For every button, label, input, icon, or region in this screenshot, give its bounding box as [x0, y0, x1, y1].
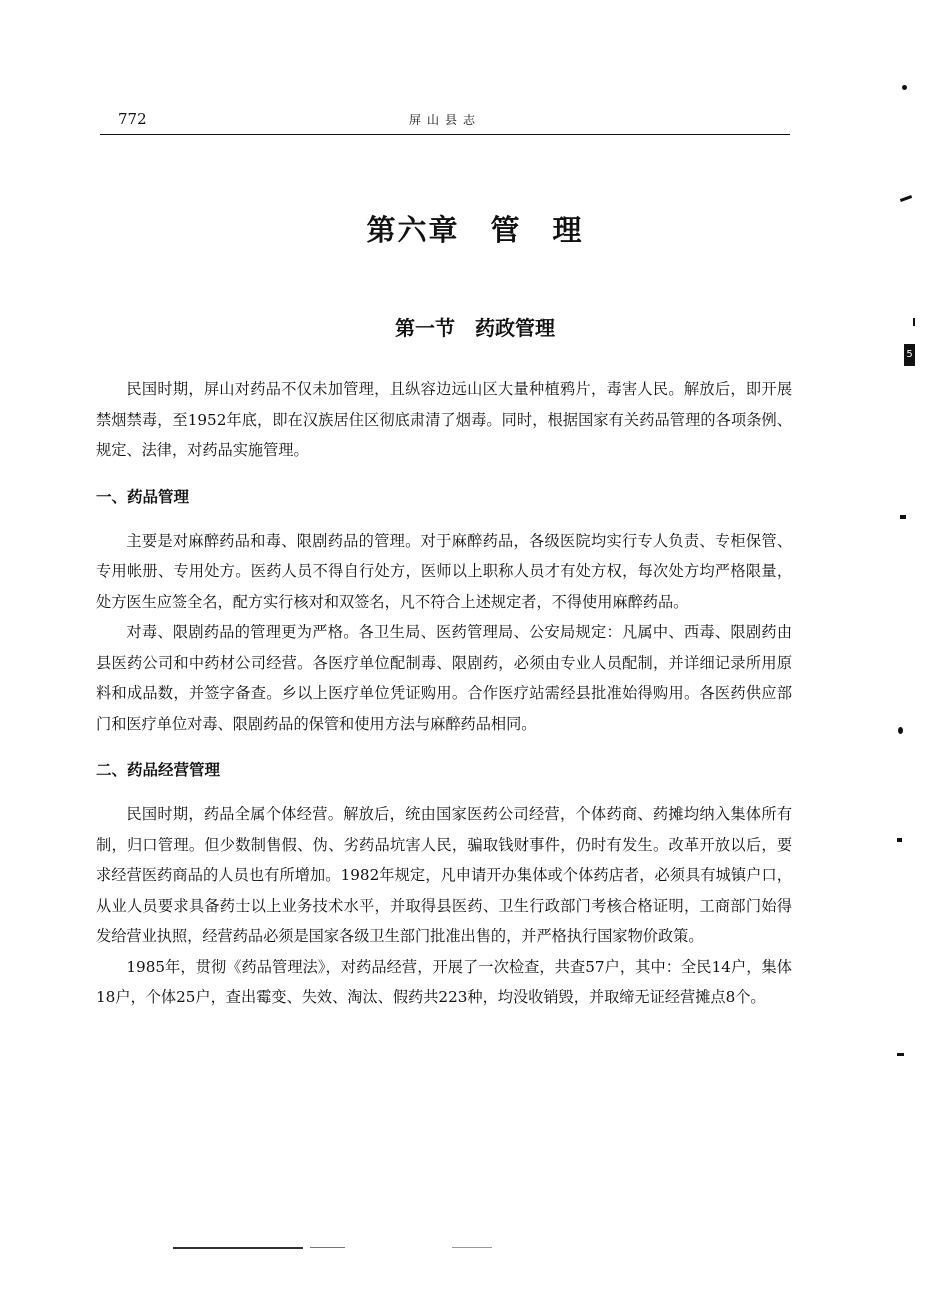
- intro-paragraph: 民国时期，屏山对药品不仅未加管理，且纵容边远山区大量种植鸦片，毒害人民。解放后，即开展禁烟禁毒，至1952年底，即在汉族居住区彻底肃清了烟毒。同时，根据国家有关药品管理的各项条例、规定、法律，对药品实施管理。: [96, 380, 792, 459]
- paragraph: 对毒、限剧药品的管理更为严格。各卫生局、医药管理局、公安局规定：凡属中、西毒、限剧药由县医药公司和中药材公司经营。各医疗单位配制毒、限剧药，必须由专业人员配制，并详细记录所用原料和成品数，并签字备查。乡以上医疗单位凭证购用。合作医疗站需经县批准始得购用。各医药供应部门和医疗单位对毒、限剧药品的保管和使用方法与麻醉药品相同。: [96, 623, 792, 733]
- paragraph: 1985年，贯彻《药品管理法》，对药品经营，开展了一次检查，共查57户，其中：全民14户，集体18户，个体25户，查出霉变、失效、淘汰、假药共223种，均没收销毁，并取缔无证经营摊点8个。: [96, 957, 792, 1006]
- footer-scan-line: [310, 1247, 345, 1248]
- paragraph: 主要是对麻醉药品和毒、限剧药品的管理。对于麻醉药品，各级医院均实行专人负责、专柜保管、专用帐册、专用处方。医药人员不得自行处方，医师以上职称人员才有处方权，每次处方均严格限量，处方医生应签全名，配方实行核对和双签名，凡不符合上述规定者，不得使用麻醉药品。: [96, 531, 792, 611]
- footer-scan-line: [452, 1247, 492, 1248]
- page-header: [100, 108, 790, 135]
- section-title: 第一节 药政管理: [395, 316, 555, 340]
- subsection-heading-1: 一、药品管理: [96, 486, 190, 506]
- body-text: [96, 374, 792, 1013]
- paragraph: 民国时期，药品全属个体经营。解放后，统由国家医药公司经营，个体药商、药摊均纳入集体所有制，归口管理。但少数制售假、伪、劣药品坑害人民，骗取钱财事件，仍时有发生。改革开放以后，要求经营医药商品的人员也有所增加。1982年规定，凡申请开办集体或个体药店者，必须具有城镇户口，从业人员要求具备药士以上业务技术水平，并取得县医药、卫生行政部门考核合格证明，工商部门始得发给营业执照，经营药品必须是国家各级卫生部门批准出售的，并严格执行国家物价政策。: [96, 805, 792, 945]
- subsection-heading-2: 二、药品经营管理: [96, 760, 221, 779]
- margin-tab: 5: [904, 344, 915, 366]
- page-number: 772: [118, 110, 147, 128]
- footer-scan-line: [173, 1247, 303, 1249]
- chapter-title: 第六章 管 理: [366, 213, 584, 247]
- running-title: 屏山县志: [408, 113, 481, 127]
